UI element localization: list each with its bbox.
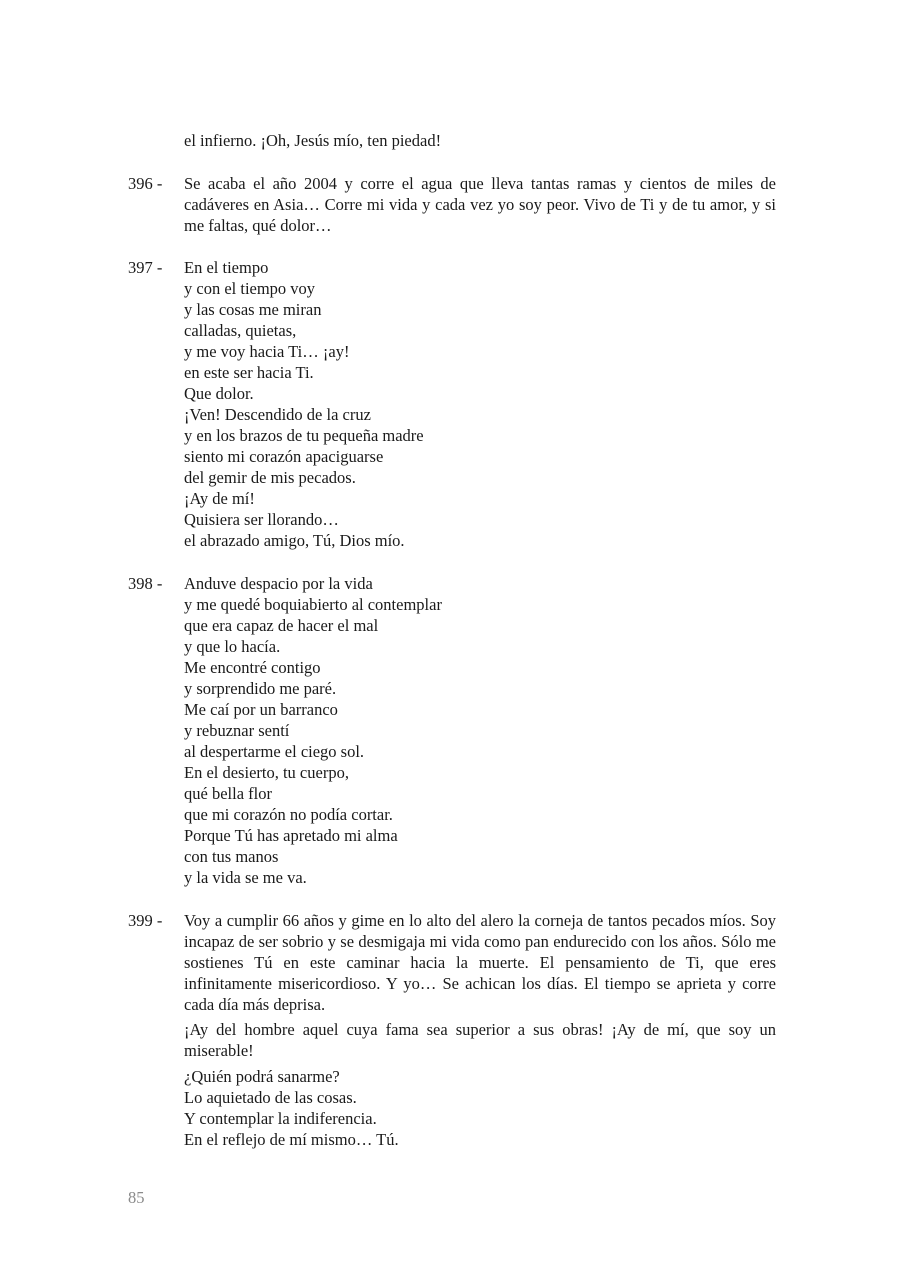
verse-line: en este ser hacia Ti. <box>184 363 314 382</box>
entry-number: 399 - <box>128 911 163 930</box>
entry-paragraph: Voy a cumplir 66 años y gime en lo alto del alero la corneja de tantos pecados míos. Soy incapaz de ser sobrio y se desmigaja mi vida como pan endurecido con los años. Sólo me sostienes Tú en este caminar hacia la muerte. El pensamiento de Ti, que eres infinitamente misericordioso. Y yo… Se achican los días. El tiempo se aprieta y corre cada día más deprisa. <box>184 911 776 1014</box>
verse-line: Lo aquietado de las cosas. <box>184 1088 357 1107</box>
entry-paragraph: ¡Ay del hombre aquel cuya fama sea superior a sus obras! ¡Ay de mí, que soy un miserable! <box>184 1020 776 1060</box>
verse-line: y que lo hacía. <box>184 637 281 656</box>
verse-line: y en los brazos de tu pequeña madre <box>184 426 424 445</box>
entry-number: 398 - <box>128 574 163 593</box>
verse-line: Y contemplar la indiferencia. <box>184 1109 377 1128</box>
verse-line: con tus manos <box>184 847 279 866</box>
verse-line: y rebuznar sentí <box>184 721 290 740</box>
entry-paragraph: Se acaba el año 2004 y corre el agua que lleva tantas ramas y cientos de miles de cadáveres en Asia… Corre mi vida y cada vez yo soy peor. Vivo de Ti y de tu amor, y si me faltas, qué dolor… <box>184 174 776 235</box>
entry-number: 397 - <box>128 258 163 277</box>
verse-line: y la vida se me va. <box>184 868 307 887</box>
verse-line: Me encontré contigo <box>184 658 321 677</box>
verse-line: En el tiempo <box>184 258 269 277</box>
page-number: 85 <box>128 1188 145 1207</box>
verse-line: y me quedé boquiabierto al contemplar <box>184 595 442 614</box>
verse-line: qué bella flor <box>184 784 272 803</box>
verse-line: ¡Ven! Descendido de la cruz <box>184 405 371 424</box>
verse-line: al despertarme el ciego sol. <box>184 742 365 761</box>
verse-line: y las cosas me miran <box>184 300 322 319</box>
verse-line: y con el tiempo voy <box>184 279 316 298</box>
verse-line: Quisiera ser llorando… <box>184 510 339 529</box>
verse-line: ¿Quién podrá sanarme? <box>184 1067 340 1086</box>
verse-line: que mi corazón no podía cortar. <box>184 805 393 824</box>
verse-line: y me voy hacia Ti… ¡ay! <box>184 342 350 361</box>
verse-line: Me caí por un barranco <box>184 700 338 719</box>
verse-line: Que dolor. <box>184 384 254 403</box>
verse-line: ¡Ay de mí! <box>184 489 255 508</box>
verse-line: calladas, quietas, <box>184 321 297 340</box>
verse-line: del gemir de mis pecados. <box>184 468 356 487</box>
entry-number: 396 - <box>128 174 163 193</box>
verse-line: siento mi corazón apaciguarse <box>184 447 384 466</box>
verse-line: Anduve despacio por la vida <box>184 574 373 593</box>
continuation-line: el infierno. ¡Oh, Jesús mío, ten piedad! <box>184 131 442 150</box>
verse-line: En el reflejo de mí mismo… Tú. <box>184 1130 399 1149</box>
verse-line: y sorprendido me paré. <box>184 679 337 698</box>
verse-line: Porque Tú has apretado mi alma <box>184 826 398 845</box>
verse-line: que era capaz de hacer el mal <box>184 616 379 635</box>
verse-line: En el desierto, tu cuerpo, <box>184 763 349 782</box>
verse-line: el abrazado amigo, Tú, Dios mío. <box>184 531 405 550</box>
